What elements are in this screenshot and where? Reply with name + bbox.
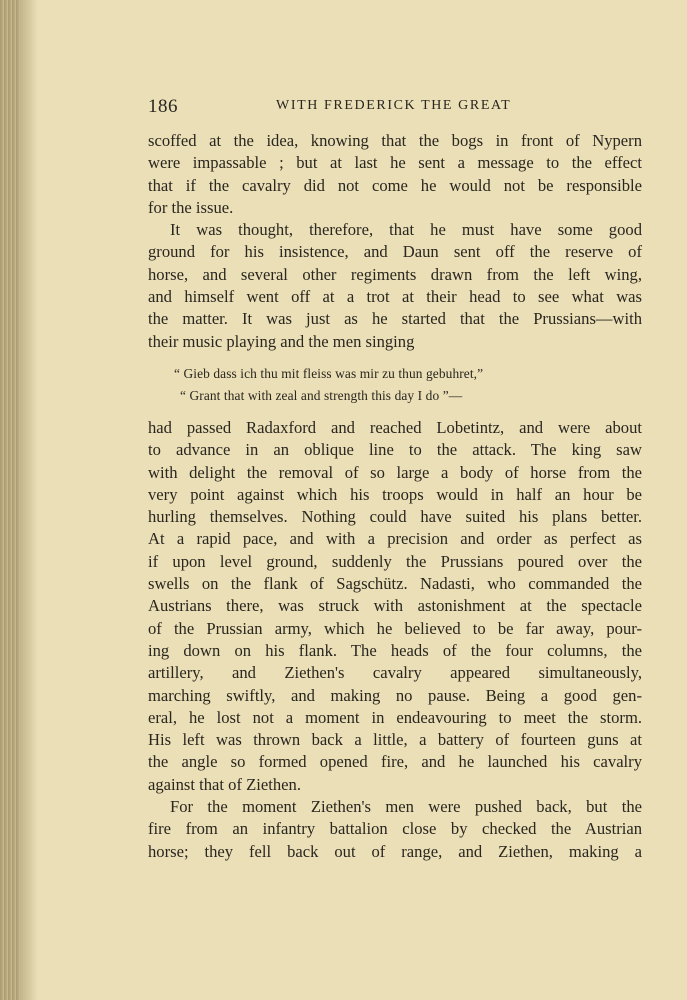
text-line: hurling themselves. Nothing could have suited his plans better. (148, 507, 642, 527)
text-line: very point against which his troops would in half an hour be (148, 484, 642, 504)
text-line: for the issue. (148, 197, 234, 217)
text-line: with delight the removal of so large a body of horse from the (148, 462, 642, 482)
body-text (148, 130, 642, 863)
paragraph-3 (148, 417, 642, 796)
text-line: were impassable ; but at last he sent a message to the effect (148, 153, 642, 173)
text-line: against that of Ziethen. (148, 774, 301, 794)
text-line: artillery, and Ziethen's cavalry appeared simultaneously, (148, 663, 642, 683)
text-line: the angle so formed opened fire, and he launched his cavalry (148, 752, 642, 772)
text-line: their music playing and the men singing (148, 331, 415, 351)
running-head (148, 96, 642, 118)
text-line: Austrians there, was struck with astonishment at the spectacle (148, 596, 642, 616)
text-line: to advance in an oblique line to the attack. The king saw (148, 440, 642, 460)
song-quotation (148, 363, 642, 407)
text-line: scoffed at the idea, knowing that the bogs in front of Nypern (148, 131, 642, 150)
text-line: had passed Radaxford and reached Lobetintz, and were about (148, 417, 642, 437)
gutter-shadow (20, 0, 38, 1000)
text-line: At a rapid pace, and with a precision and order as perfect as (148, 529, 642, 549)
text-line: and himself went off at a trot at their head to see what was (148, 287, 642, 307)
paragraph-2 (148, 219, 642, 353)
text-line: of the Prussian army, which he believed to be far away, pour- (148, 618, 642, 638)
text-line: ground for his insistence, and Daun sent off the reserve of (148, 242, 642, 262)
running-title: WITH FREDERICK THE GREAT (276, 98, 512, 113)
text-line: eral, he lost not a moment in endeavouring to meet the storm. (148, 707, 642, 727)
text-line: horse, and several other regiments drawn from the left wing, (148, 264, 642, 284)
text-line: His left was thrown back a little, a battery of fourteen guns at (148, 730, 642, 750)
paragraph-1 (148, 130, 642, 219)
text-line: horse; they fell back out of range, and Ziethen, making a (148, 841, 642, 861)
text-line: that if the cavalry did not come he would not be responsible (148, 175, 642, 195)
text-line: ing down on his flank. The heads of the four columns, the (148, 640, 642, 660)
text-line: swells on the flank of Sagschütz. Nadasti, who commanded the (148, 574, 642, 594)
book-gutter (0, 0, 20, 1000)
text-line: fire from an infantry battalion close by checked the Austrian (148, 819, 642, 839)
quote-line: “ Gieb dass ich thu mit fleiss was mir zu thun gebuhret,” (174, 365, 484, 381)
text-line: It was thought, therefore, that he must have some good (170, 220, 642, 240)
text-line: For the moment Ziethen's men were pushed back, but the (170, 797, 642, 817)
paragraph-4 (148, 796, 642, 863)
text-line: marching swiftly, and making no pause. Being a good gen- (148, 685, 642, 705)
page-number: 186 (148, 96, 178, 117)
quote-line: “ Grant that with zeal and strength this day I do ”— (180, 387, 463, 403)
text-line: the matter. It was just as he started that the Prussians—with (148, 309, 642, 329)
text-line: if upon level ground, suddenly the Prussians poured over the (148, 551, 642, 571)
